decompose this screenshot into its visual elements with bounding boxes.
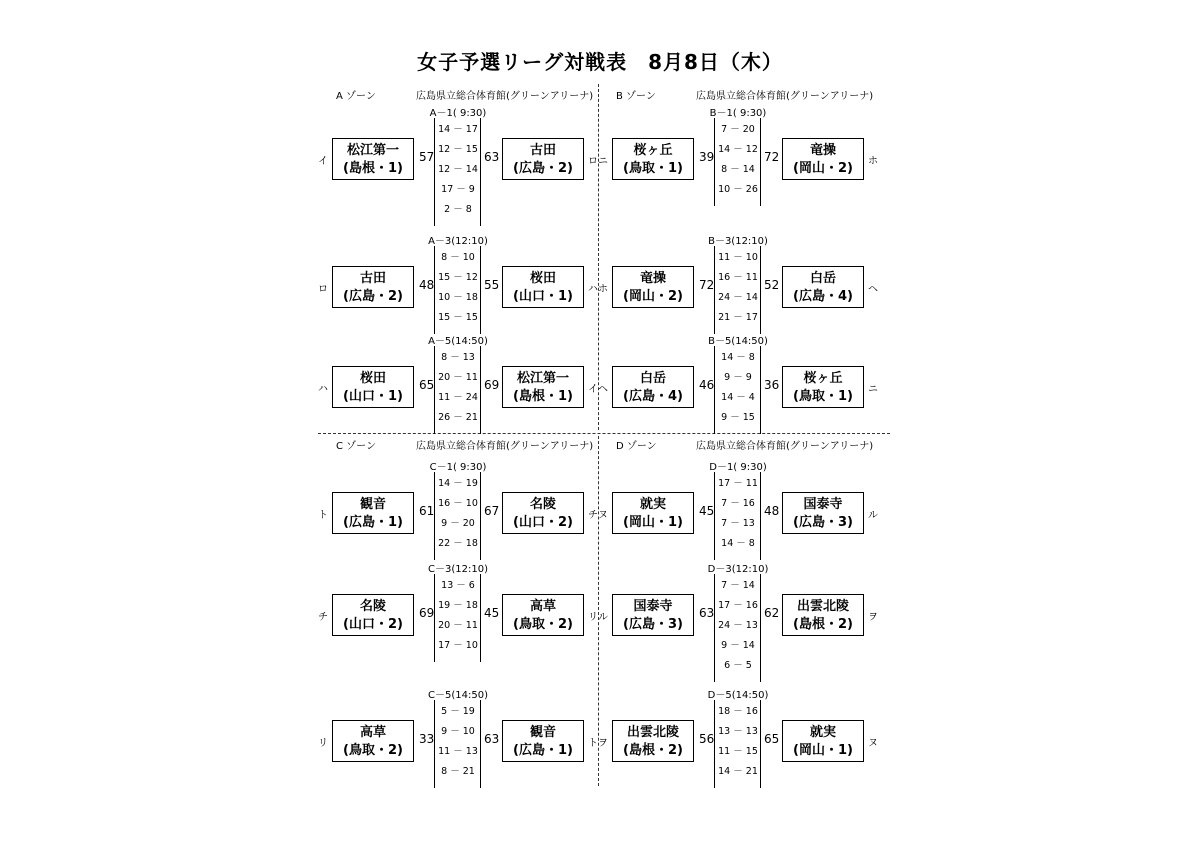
team-prefecture: (鳥取・1)	[793, 389, 853, 404]
score-line-left	[434, 472, 435, 560]
team-prefecture: (広島・1)	[513, 743, 573, 758]
total-score-left: 56	[699, 732, 715, 746]
team-name: 桜田	[359, 371, 386, 386]
team-box-left	[612, 138, 694, 180]
period-score: 10 － 18	[438, 292, 478, 303]
team-tag-left: ヌ	[598, 510, 608, 521]
period-score: 9 － 15	[721, 412, 755, 423]
period-score: 6 － 5	[724, 660, 752, 671]
team-box-left	[332, 492, 414, 534]
period-score: 14 － 12	[718, 144, 758, 155]
total-score-right: 67	[484, 504, 500, 518]
match-id: A－3(12:10)	[428, 236, 488, 247]
period-score: 8 － 10	[441, 252, 475, 263]
score-line-left	[434, 700, 435, 788]
team-name: 観音	[529, 725, 556, 740]
team-tag-left: ヘ	[598, 384, 608, 395]
team-prefecture: (鳥取・2)	[513, 617, 573, 632]
score-line-right	[760, 700, 761, 788]
period-score: 15 － 12	[438, 272, 478, 283]
period-score: 8 － 14	[721, 164, 755, 175]
score-line-right	[760, 472, 761, 560]
team-name: 桜ヶ丘	[803, 371, 843, 386]
team-prefecture: (岡山・1)	[623, 515, 683, 530]
period-score: 17 － 11	[718, 478, 758, 489]
total-score-left: 63	[699, 606, 715, 620]
period-scores	[716, 474, 760, 554]
match-id: C－1( 9:30)	[429, 462, 487, 473]
total-score-left: 69	[419, 606, 435, 620]
page-title: 女子予選リーグ対戦表 8月8日（木）	[417, 50, 783, 74]
team-tag-right: ハ	[588, 284, 598, 295]
zone-venue: 広島県立総合体育館(グリーンアリーナ)	[696, 441, 874, 452]
period-score: 14 － 17	[438, 124, 478, 135]
team-box-right	[502, 366, 584, 408]
team-box-left	[612, 594, 694, 636]
team-name: 就実	[809, 725, 836, 740]
team-box-left	[332, 720, 414, 762]
period-score: 5 － 19	[441, 706, 475, 717]
period-score: 17 － 10	[438, 640, 478, 651]
period-score: 11 － 24	[438, 392, 478, 403]
period-score: 14 － 8	[721, 538, 755, 549]
team-box-right	[782, 594, 864, 636]
team-name: 白岳	[639, 371, 666, 386]
period-score: 11 － 10	[718, 252, 758, 263]
zone-header-b	[616, 87, 873, 102]
total-score-right: 55	[484, 278, 500, 292]
team-prefecture: (岡山・1)	[793, 743, 853, 758]
period-score: 9 － 9	[724, 372, 752, 383]
period-score: 8 － 13	[441, 352, 475, 363]
period-score: 10 － 26	[718, 184, 758, 195]
zone-venue: 広島県立総合体育館(グリーンアリーナ)	[416, 91, 594, 102]
team-box-left	[332, 266, 414, 308]
team-name: 古田	[359, 271, 386, 286]
team-box-right	[502, 492, 584, 534]
match-block	[598, 332, 878, 452]
team-box-left	[332, 138, 414, 180]
score-line-left	[714, 246, 715, 334]
team-tag-right: リ	[588, 612, 598, 623]
team-tag-right: ル	[868, 510, 878, 521]
period-score: 16 － 11	[718, 272, 758, 283]
team-name: 松江第一	[516, 371, 569, 386]
period-scores	[716, 576, 760, 676]
team-prefecture: (広島・2)	[343, 289, 403, 304]
team-prefecture: (広島・3)	[793, 515, 853, 530]
total-score-right: 48	[764, 504, 780, 518]
period-score: 11 － 13	[438, 746, 478, 757]
team-name: 竜操	[639, 271, 666, 286]
team-name: 桜田	[529, 271, 556, 286]
period-score: 7 － 16	[721, 498, 755, 509]
team-name: 就実	[639, 497, 666, 512]
match-block	[318, 560, 598, 680]
zone-venue: 広島県立総合体育館(グリーンアリーナ)	[696, 91, 874, 102]
match-id: D－5(14:50)	[707, 690, 769, 701]
period-score: 19 － 18	[438, 600, 478, 611]
team-box-right	[502, 266, 584, 308]
period-score: 7 － 13	[721, 518, 755, 529]
total-score-right: 45	[484, 606, 500, 620]
zone-label: C ゾーン	[336, 441, 376, 452]
total-score-right: 63	[484, 150, 500, 164]
team-tag-left: イ	[318, 156, 328, 167]
match-id: A－5(14:50)	[428, 336, 488, 347]
period-score: 26 － 21	[438, 412, 478, 423]
period-score: 14 － 21	[718, 766, 758, 777]
team-box-left	[332, 366, 414, 408]
team-name: 高草	[359, 725, 386, 740]
team-prefecture: (島根・1)	[343, 161, 403, 176]
team-prefecture: (鳥取・1)	[623, 161, 683, 176]
team-name: 名陵	[359, 599, 386, 614]
team-name: 観音	[359, 497, 386, 512]
score-line-left	[714, 700, 715, 788]
period-score: 13 － 13	[718, 726, 758, 737]
period-score: 24 － 13	[718, 620, 758, 631]
team-name: 国泰寺	[803, 497, 843, 512]
period-score: 14 － 4	[721, 392, 755, 403]
total-score-right: 52	[764, 278, 780, 292]
total-score-right: 63	[484, 732, 500, 746]
team-prefecture: (島根・2)	[623, 743, 683, 758]
period-score: 7 － 20	[721, 124, 755, 135]
score-line-right	[480, 246, 481, 334]
total-score-left: 39	[699, 150, 715, 164]
match-id: D－3(12:10)	[707, 564, 769, 575]
score-line-right	[480, 574, 481, 662]
team-prefecture: (広島・4)	[793, 289, 853, 304]
team-prefecture: (広島・1)	[343, 515, 403, 530]
score-line-right	[480, 346, 481, 434]
team-tag-right: ヲ	[868, 612, 878, 623]
team-tag-left: チ	[318, 612, 328, 623]
team-prefecture: (山口・2)	[343, 617, 403, 632]
zone-label: B ゾーン	[616, 91, 656, 102]
match-id: B－3(12:10)	[708, 236, 768, 247]
score-line-left	[434, 246, 435, 334]
score-line-right	[480, 472, 481, 560]
team-tag-left: ヲ	[598, 738, 608, 749]
zone-header-a	[336, 87, 593, 102]
team-tag-right: イ	[588, 384, 598, 395]
team-box-right	[782, 138, 864, 180]
team-name: 桜ヶ丘	[633, 143, 673, 158]
match-block	[598, 686, 878, 806]
total-score-right: 36	[764, 378, 780, 392]
score-line-right	[760, 346, 761, 434]
team-prefecture: (島根・2)	[793, 617, 853, 632]
period-score: 12 － 14	[438, 164, 478, 175]
team-box-left	[332, 594, 414, 636]
period-scores	[436, 702, 480, 782]
team-prefecture: (山口・1)	[513, 289, 573, 304]
team-box-left	[612, 492, 694, 534]
team-prefecture: (岡山・2)	[623, 289, 683, 304]
match-block	[598, 104, 878, 224]
match-id: C－5(14:50)	[428, 690, 488, 701]
period-score: 9 － 20	[441, 518, 475, 529]
team-prefecture: (広島・4)	[623, 389, 683, 404]
team-tag-left: ト	[318, 510, 328, 521]
team-tag-left: ル	[598, 612, 608, 623]
match-id: C－3(12:10)	[428, 564, 488, 575]
team-name: 名陵	[529, 497, 556, 512]
team-tag-right: チ	[588, 510, 598, 521]
match-id: B－1( 9:30)	[709, 108, 767, 119]
team-name: 出雲北陵	[796, 599, 849, 614]
score-line-left	[714, 118, 715, 206]
score-line-left	[714, 346, 715, 434]
team-name: 出雲北陵	[626, 725, 679, 740]
team-name: 国泰寺	[633, 599, 673, 614]
match-id: D－1( 9:30)	[709, 462, 767, 473]
period-score: 21 － 17	[718, 312, 758, 323]
period-score: 13 － 6	[441, 580, 475, 591]
period-score: 9 － 10	[441, 726, 475, 737]
total-score-left: 46	[699, 378, 715, 392]
period-score: 20 － 11	[438, 372, 478, 383]
total-score-right: 72	[764, 150, 780, 164]
team-box-right	[782, 720, 864, 762]
match-block	[318, 686, 598, 806]
score-line-right	[480, 118, 481, 226]
score-line-left	[434, 574, 435, 662]
score-line-left	[434, 346, 435, 434]
team-tag-right: ヌ	[868, 738, 878, 749]
period-scores	[716, 248, 760, 328]
team-box-right	[782, 366, 864, 408]
team-tag-right: ホ	[868, 156, 878, 167]
match-block	[318, 104, 598, 224]
team-box-right	[782, 492, 864, 534]
team-box-right	[782, 266, 864, 308]
period-scores	[436, 348, 480, 428]
team-prefecture: (山口・1)	[343, 389, 403, 404]
period-scores	[436, 120, 480, 220]
period-score: 14 － 8	[721, 352, 755, 363]
zone-label: D ゾーン	[616, 441, 657, 452]
period-score: 16 － 10	[438, 498, 478, 509]
match-id: A－1( 9:30)	[429, 108, 487, 119]
team-box-right	[502, 138, 584, 180]
total-score-left: 45	[699, 504, 715, 518]
score-line-right	[480, 700, 481, 788]
period-score: 9 － 14	[721, 640, 755, 651]
total-score-left: 72	[699, 278, 715, 292]
team-tag-right: ヘ	[868, 284, 878, 295]
team-prefecture: (鳥取・2)	[343, 743, 403, 758]
period-score: 22 － 18	[438, 538, 478, 549]
team-name: 古田	[529, 143, 556, 158]
score-line-left	[434, 118, 435, 226]
match-block	[598, 560, 878, 680]
team-box-right	[502, 594, 584, 636]
zone-label: A ゾーン	[336, 91, 376, 102]
team-box-left	[612, 266, 694, 308]
team-prefecture: (広島・2)	[513, 161, 573, 176]
total-score-left: 33	[419, 732, 435, 746]
team-prefecture: (岡山・2)	[793, 161, 853, 176]
period-scores	[436, 474, 480, 554]
total-score-right: 62	[764, 606, 780, 620]
total-score-left: 61	[419, 504, 435, 518]
period-score: 8 － 21	[441, 766, 475, 777]
team-prefecture: (広島・3)	[623, 617, 683, 632]
score-line-left	[714, 574, 715, 682]
period-score: 18 － 16	[718, 706, 758, 717]
match-block	[318, 332, 598, 452]
team-tag-left: リ	[318, 738, 328, 749]
period-score: 24 － 14	[718, 292, 758, 303]
score-line-right	[760, 246, 761, 334]
period-score: 17 － 9	[441, 184, 475, 195]
team-tag-left: ニ	[598, 156, 608, 167]
team-prefecture: (山口・2)	[513, 515, 573, 530]
total-score-right: 69	[484, 378, 500, 392]
team-tag-left: ハ	[318, 384, 328, 395]
period-score: 12 － 15	[438, 144, 478, 155]
zone-venue: 広島県立総合体育館(グリーンアリーナ)	[416, 441, 594, 452]
team-tag-left: ロ	[318, 284, 328, 295]
period-score: 15 － 15	[438, 312, 478, 323]
period-scores	[436, 248, 480, 328]
score-line-right	[760, 574, 761, 682]
team-name: 松江第一	[346, 143, 399, 158]
team-box-left	[612, 366, 694, 408]
team-tag-left: ホ	[598, 284, 608, 295]
period-score: 11 － 15	[718, 746, 758, 757]
period-score: 2 － 8	[444, 204, 472, 215]
period-score: 7 － 14	[721, 580, 755, 591]
team-name: 白岳	[809, 271, 836, 286]
period-scores	[716, 348, 760, 428]
match-id: B－5(14:50)	[708, 336, 768, 347]
period-scores	[716, 120, 760, 200]
team-tag-right: ロ	[588, 156, 598, 167]
team-name: 竜操	[809, 143, 836, 158]
score-line-right	[760, 118, 761, 206]
total-score-right: 65	[764, 732, 780, 746]
team-name: 高草	[529, 599, 556, 614]
period-score: 20 － 11	[438, 620, 478, 631]
total-score-left: 48	[419, 278, 435, 292]
team-prefecture: (島根・1)	[513, 389, 573, 404]
team-tag-right: ト	[588, 738, 598, 749]
period-scores	[436, 576, 480, 656]
team-tag-right: ニ	[868, 384, 878, 395]
team-box-right	[502, 720, 584, 762]
team-box-left	[612, 720, 694, 762]
period-scores	[716, 702, 760, 782]
score-line-left	[714, 472, 715, 560]
total-score-left: 57	[419, 150, 435, 164]
total-score-left: 65	[419, 378, 435, 392]
period-score: 14 － 19	[438, 478, 478, 489]
period-score: 17 － 16	[718, 600, 758, 611]
